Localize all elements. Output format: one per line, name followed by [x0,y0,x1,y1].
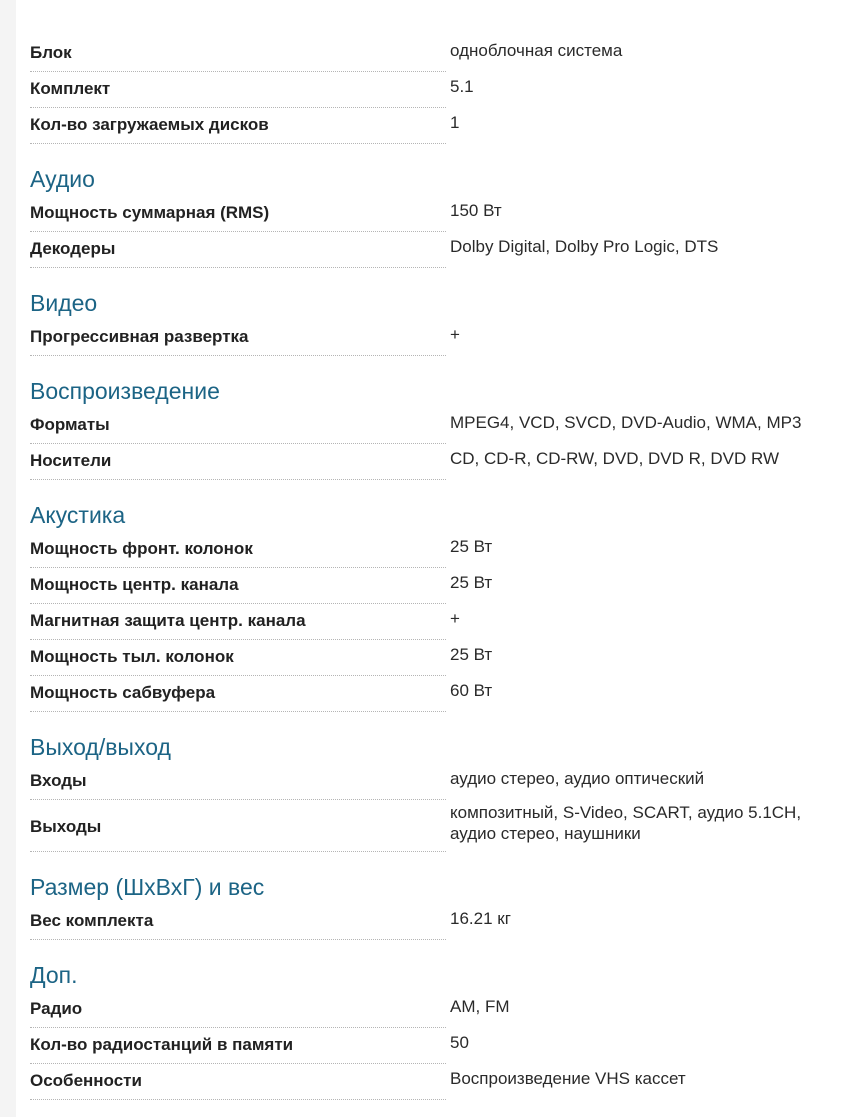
spec-label: Мощность суммарная (RMS) [30,196,446,232]
section-general [30,0,850,144]
spec-value: + [450,325,460,344]
spec-value: + [450,609,460,628]
spec-label: Прогрессивная развертка [30,320,446,356]
spec-value: 25 Вт [450,573,493,592]
spec-value: AM, FM [450,997,510,1016]
spec-row [30,36,850,72]
section-title: Аудио [30,166,95,192]
spec-value: MPEG4, VCD, SVCD, DVD-Audio, WMA, MP3 [450,413,802,432]
spec-label: Входы [30,764,446,800]
spec-value: аудио стерео, аудио оптический [450,769,705,788]
section-playback [30,374,850,480]
spec-label: Комплект [30,72,446,108]
spec-value: 50 [450,1033,469,1052]
spec-label: Мощность фронт. колонок [30,532,446,568]
spec-value: 25 Вт [450,537,493,556]
spec-label: Кол-во загружаемых дисков [30,108,446,144]
spec-row [30,408,850,444]
section-title: Воспроизведение [30,378,220,404]
spec-label: Радио [30,992,446,1028]
spec-value: одноблочная система [450,41,623,60]
spec-value: CD, CD-R, CD-RW, DVD, DVD R, DVD RW [450,449,779,468]
spec-row [30,640,850,676]
spec-value: 60 Вт [450,681,493,700]
spec-row [30,764,850,800]
section-size-weight [30,870,850,940]
section-title: Размер (ШхВхГ) и вес [30,874,265,900]
spec-label: Выходы [30,800,446,852]
spec-row [30,320,850,356]
spec-row [30,232,850,268]
spec-label: Вес комплекта [30,904,446,940]
spec-label: Мощность тыл. колонок [30,640,446,676]
section-video [30,286,850,356]
spec-label: Носители [30,444,446,480]
spec-label: Форматы [30,408,446,444]
section-acoustics [30,498,850,712]
spec-label: Мощность центр. канала [30,568,446,604]
spec-value: 150 Вт [450,201,502,220]
spec-value: Воспроизведение VHS кассет [450,1069,686,1088]
spec-row [30,532,850,568]
section-title: Видео [30,290,98,316]
spec-value: 25 Вт [450,645,493,664]
spec-value: 16.21 кг [450,909,511,928]
spec-row [30,604,850,640]
spec-value: 1 [450,113,460,132]
spec-row [30,904,850,940]
spec-label: Магнитная защита центр. канала [30,604,446,640]
spec-row [30,568,850,604]
spec-row [30,444,850,480]
spec-value: 5.1 [450,77,474,96]
left-margin-bar [0,0,16,1117]
spec-row [30,108,850,144]
spec-row [30,72,850,108]
spec-list [30,0,850,1100]
spec-row [30,1028,850,1064]
spec-row [30,1064,850,1100]
section-extra [30,958,850,1100]
section-io [30,730,850,852]
spec-row [30,676,850,712]
spec-label: Кол-во радиостанций в памяти [30,1028,446,1064]
spec-row [30,196,850,232]
section-audio [30,162,850,268]
spec-value: Dolby Digital, Dolby Pro Logic, DTS [450,237,719,256]
section-title: Выход/выход [30,734,171,760]
spec-label: Блок [30,36,446,72]
section-title: Акустика [30,502,126,528]
spec-label: Мощность сабвуфера [30,676,446,712]
spec-row [30,992,850,1028]
section-title: Доп. [30,962,78,988]
spec-row [30,800,850,852]
spec-label: Декодеры [30,232,446,268]
spec-label: Особенности [30,1064,446,1100]
spec-value: композитный, S-Video, SCART, аудио 5.1CH, аудио стерео, наушники [450,803,802,843]
